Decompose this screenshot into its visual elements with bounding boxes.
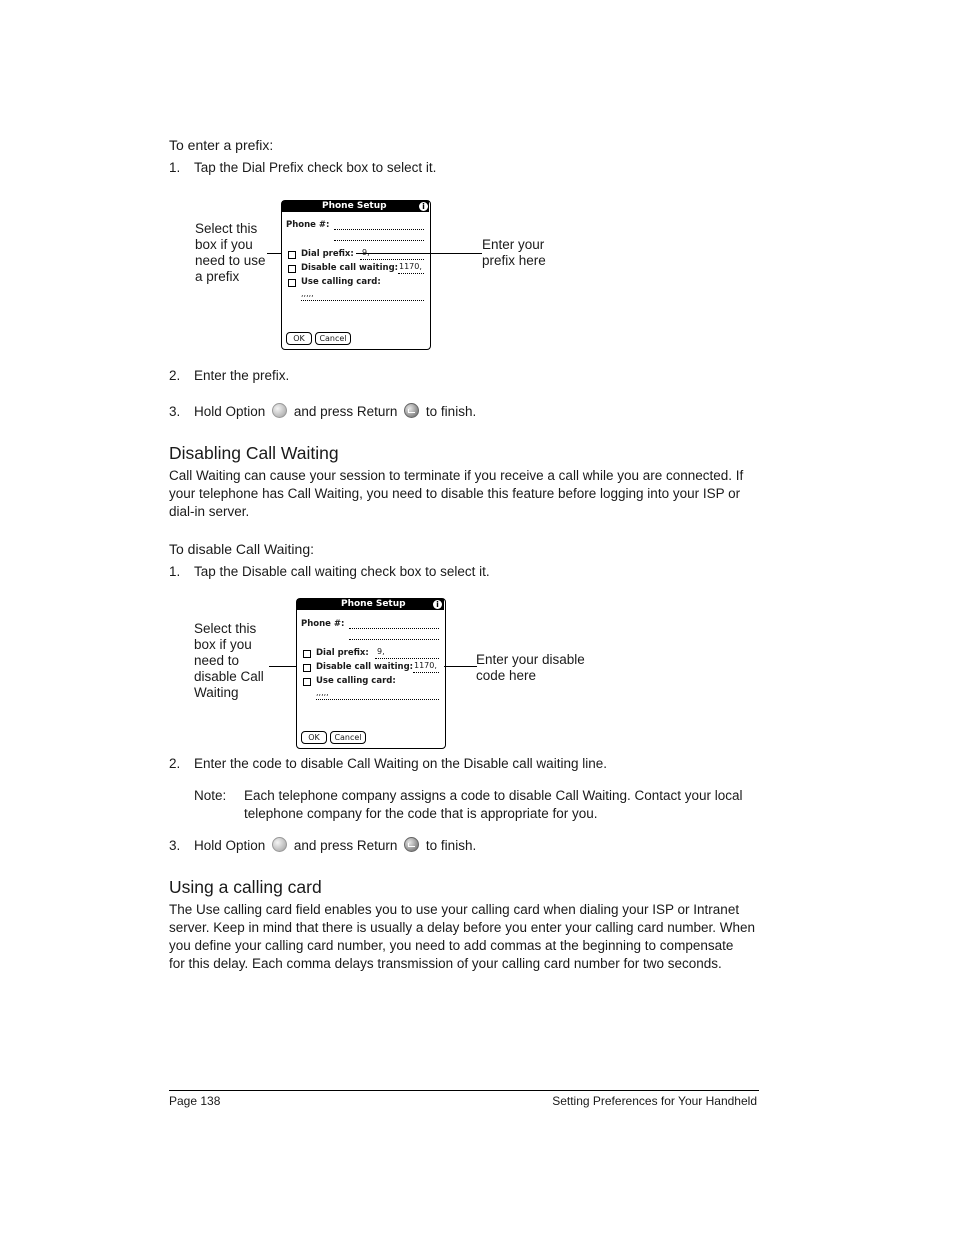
step-number: 1. [169,564,181,579]
phone-field-line-1[interactable] [349,628,439,629]
step-text: Tap the Disable call waiting check box to select it. [194,564,490,579]
disable-line [398,273,424,274]
step-text-press: and press Return [293,404,398,419]
dial-prefix-checkbox[interactable] [288,251,296,259]
use-calling-card-checkbox[interactable] [303,678,311,686]
footer-rule [169,1090,759,1091]
calling-card-value[interactable]: ,,,,, [316,688,329,697]
step-text-hold: Hold Option [194,404,266,419]
callout-line: Enter your [482,237,545,252]
step-2-disable [169,755,769,773]
disable-call-waiting-checkbox[interactable] [303,664,311,672]
paragraph-line: server. Keep in mind that there is usually a delay before you enter your calling card number. When [169,920,756,935]
disable-call-waiting-value[interactable]: 1170, [399,262,422,271]
calling-card-value[interactable]: ,,,,, [301,289,314,298]
step-text-finish: to finish. [425,838,477,853]
screen-titlebar [282,201,429,212]
use-calling-card-checkbox[interactable] [288,279,296,287]
disable-line [413,672,439,673]
paragraph-line: for this delay. Each comma delays transmission of your calling card number for two seconds. [169,956,722,971]
step-text: Enter the prefix. [194,368,290,383]
step-text-press: and press Return [293,838,398,853]
step-3-prefix [169,403,769,421]
cancel-button[interactable]: Cancel [315,332,351,345]
dial-prefix-label: Dial prefix: [316,648,369,658]
heading-using-calling-card: Using a calling card [169,877,322,897]
phone-label: Phone #: [301,619,345,629]
note [194,787,764,823]
dial-prefix-checkbox[interactable] [303,650,311,658]
cancel-button[interactable]: Cancel [330,731,366,744]
info-icon[interactable]: i [433,600,442,609]
disable-call-waiting-checkbox[interactable] [288,265,296,273]
screen-title: Phone Setup [341,599,406,609]
dial-prefix-line [360,259,424,260]
callout-line: Waiting [194,685,239,700]
callout-line: code here [476,668,537,683]
calling-card-line [316,699,439,700]
step-text-hold: Hold Option [194,838,266,853]
step-number: 2. [169,756,181,771]
note-line: Each telephone company assigns a code to disable Call Waiting. Contact your local [244,788,743,803]
step-number: 2. [169,368,181,383]
step-text: Tap the Dial Prefix check box to select it. [194,160,437,175]
step-2-prefix [169,367,769,385]
option-button-icon [272,403,287,418]
paragraph-line: your telephone has Call Waiting, you need to disable this feature before logging into your ISP or [169,486,741,501]
paragraph-line: you define your calling card number, you need to add commas at the beginning to compensate [169,938,734,953]
callout-line: Enter your disable [476,652,585,667]
step-number: 3. [169,404,181,419]
phone-field-line-2[interactable] [349,639,439,640]
intro-paragraph [169,467,769,521]
callout-enter-disable-code [476,652,585,684]
callout-select-prefix [195,221,266,285]
screen-title: Phone Setup [322,201,387,211]
use-calling-card-label: Use calling card: [316,676,396,686]
dial-prefix-label: Dial prefix: [301,249,354,259]
callout-line: prefix here [482,253,546,268]
step-1-disable [169,563,769,581]
return-button-icon [404,837,419,852]
ok-button[interactable]: OK [301,731,327,744]
chapter-title: Setting Preferences for Your Handheld [552,1094,757,1108]
leader-line-right [356,253,482,254]
step-3-disable [169,837,769,855]
callout-select-disable [194,621,264,701]
procedure-title-prefix: To enter a prefix: [169,137,274,153]
use-calling-card-label: Use calling card: [301,277,381,287]
callout-line: disable Call [194,669,264,684]
step-1-prefix [169,159,769,177]
disable-call-waiting-label: Disable call waiting: [316,662,414,672]
disable-call-waiting-label: Disable call waiting: [301,263,399,273]
note-line: telephone company for the code that is appropriate for you. [244,806,598,821]
phone-setup-screen [281,200,431,350]
ok-button[interactable]: OK [286,332,312,345]
note-label: Note: [194,788,227,803]
calling-card-paragraph [169,901,769,973]
option-button-icon [272,837,287,852]
dial-prefix-value[interactable]: 9, [377,647,385,656]
disable-call-waiting-value[interactable]: 1170, [414,661,437,670]
callout-line: a prefix [195,269,240,284]
step-text-finish: to finish. [425,404,477,419]
callout-line: need to [194,653,240,668]
paragraph-line: The Use calling card field enables you to use your calling card when dialing your ISP or Intranet [169,902,740,917]
info-icon[interactable]: i [419,202,428,211]
callout-line: Select this [195,221,258,236]
phone-field-line-2[interactable] [334,240,424,241]
heading-disabling-call-waiting: Disabling Call Waiting [169,443,339,463]
paragraph-line: dial-in server. [169,504,250,519]
leader-line-right [444,666,477,667]
phone-setup-screen [296,598,446,749]
phone-field-line-1[interactable] [334,229,424,230]
step-text: Enter the code to disable Call Waiting on the Disable call waiting line. [194,756,607,771]
callout-line: box if you [195,237,253,252]
screen-titlebar [297,599,444,610]
return-button-icon [404,403,419,418]
callout-enter-prefix [482,237,546,269]
step-number: 1. [169,160,181,175]
procedure-title-disable: To disable Call Waiting: [169,541,314,557]
callout-line: need to use [195,253,266,268]
dial-prefix-line [375,658,439,659]
calling-card-line [301,300,424,301]
phone-label: Phone #: [286,220,330,230]
step-number: 3. [169,838,181,853]
paragraph-line: Call Waiting can cause your session to terminate if you receive a call while you are connected. If [169,468,744,483]
callout-line: box if you [194,637,252,652]
page-number: Page 138 [169,1094,221,1108]
callout-line: Select this [194,621,257,636]
